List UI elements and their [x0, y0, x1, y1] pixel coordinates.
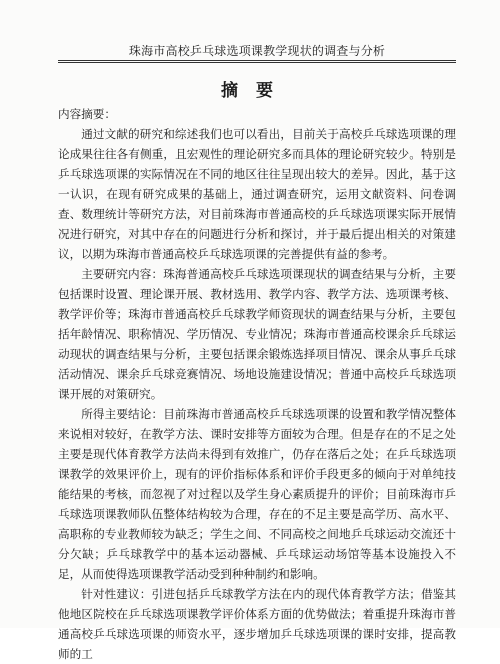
paragraph-main-content: 主要研究内容：珠海普通高校乒乓球选项课现状的调查结果与分析，主要包括课时设置、理论课开展、教材选用、教学内容、教学方法、选项课考核、教学评价等；珠海市普通高校乒乓球教学师资现状的调查结果与分析，主要包括年龄情况、职称情况、学历情况、专业情况；珠海市普通高校课余乒乓球运动现状的调查结果与分析，主要包括课余锻炼选择项目情况、课余从事乒乓球活动情况、课余乒乓球竞赛情况、场地设施建设情况；普通中高校乒乓球选项课开展的对策研究。	[58, 267, 456, 401]
paragraph-intro: 通过文献的研究和综述我们也可以看出，目前关于高校乒乓球选项课的理论成果往往各有侧重，且宏观性的理论研究多而具体的理论研究较少。特别是乒乓球选项课的实际情况在不同的地区往往呈现出较大的差异。因此，基于这一认识，在现有研究成果的基础上，通过调查研究，运用文献资料、问卷调查、数理统计等研究方法，对目前珠海市普通高校的乒乓球选项课实际开展情况进行研究，对其中存在的问题进行分析和探讨，并于最后提出相关的对策建议，以期为珠海市普通高校乒乓球选项课的完善提供有益的参考。	[58, 127, 456, 261]
abstract-title: 摘 要	[221, 81, 279, 101]
header-rule	[58, 60, 456, 63]
abstract-body	[58, 104, 456, 664]
running-header: 珠海市高校乒乓球选项课教学现状的调查与分析	[128, 44, 386, 58]
paragraph-suggestions: 针对性建议：引进包括乒乓球教学方法在内的现代体育教学方法；借鉴其他地区院校在乒乓球选项课教学评价体系方面的优势做法；着重提升珠海市普通高校乒乓球选项课的师资水平，逐步增加乒乓球选项课的课时安排，提高教师的工	[58, 587, 456, 661]
content-label: 内容摘要：	[58, 107, 116, 121]
paragraph-conclusions: 所得主要结论：目前珠海市普通高校乒乓球选项课的设置和教学情况整体来说相对较好，在教学方法、课时安排等方面较为合理。但是存在的不足之处主要是现代体育教学方法尚未得到有效推广，仍存在落后之处；在乒乓球选项课教学的效果评价上，现有的评价指标体系和评价手段更多的倾向于对单纯技能结果的考核，而忽视了对过程以及学生身心素质提升的评价；目前珠海市乒乓球选项课教师队伍整体结构较为合理，存在的不足主要是高学历、高水平、高职称的专业教师较为缺乏；学生之间、不同高校之间地乒乓球运动交流还十分欠缺；乒乓球教学中的基本运动器械、乒乓球运动场馆等基本设施投入不足，从而使得选项课教学活动受到种种制约和影响。	[58, 407, 456, 581]
